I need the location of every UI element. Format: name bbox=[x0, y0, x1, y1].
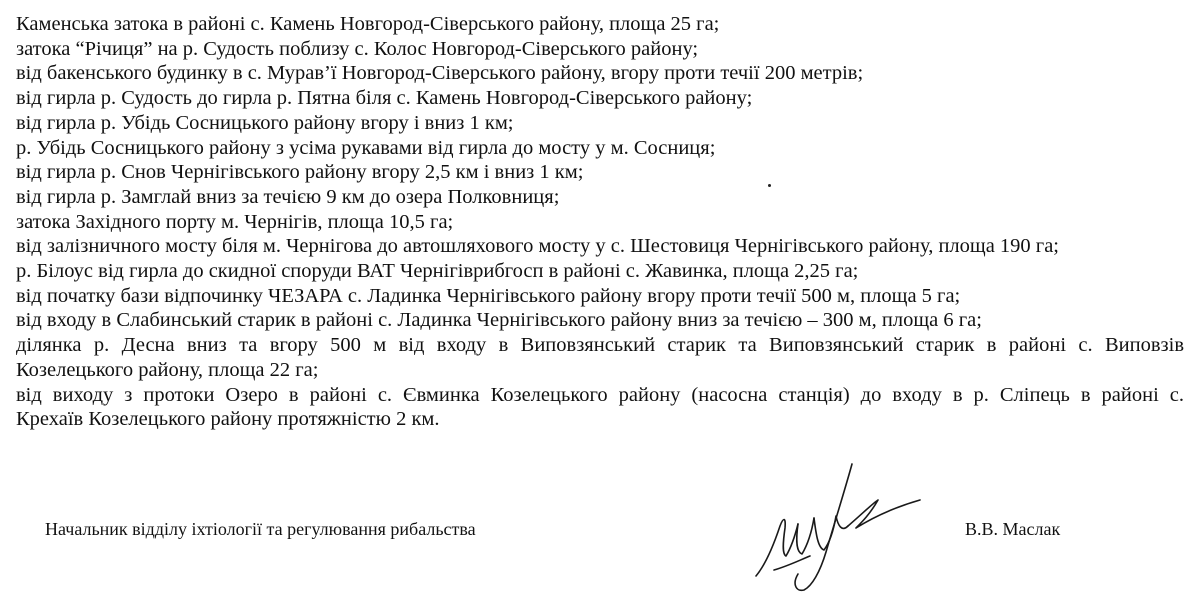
list-item-continuation: Крехаїв Козелецького району протяжністю 2 км. bbox=[16, 408, 440, 431]
list-item: від гирла р. Замглай вниз за течією 9 км до озера Полковниця; bbox=[16, 185, 560, 208]
list-item: р. Убідь Сосницького району з усіма рукавами від гирла до мосту у м. Сосниця; bbox=[16, 136, 716, 159]
list-item: від гирла р. Убідь Сосницького району вгору і вниз 1 км; bbox=[16, 111, 514, 134]
document-body bbox=[16, 12, 1184, 432]
list-item: ділянка р. Десна вниз та вгору 500 м від входу в Виповзянський старик та Виповзянський старик в районі с. Виповзів bbox=[16, 334, 1184, 357]
scan-speck bbox=[768, 184, 771, 187]
signatory-title: Начальник відділу іхтіології та регулювання рибальства bbox=[45, 519, 476, 539]
list-item: р. Білоус від гирла до скидної споруди ВАТ Чернігіврибгосп в районі с. Жавинка, площа 2,25 га; bbox=[16, 260, 859, 283]
list-item: від гирла р. Снов Чернігівського району вгору 2,5 км і вниз 1 км; bbox=[16, 161, 584, 184]
list-item: від бакенського будинку в с. Мурав’ї Новгород-Сіверського району, вгору проти течії 200 метрів; bbox=[16, 62, 864, 85]
signatory-name: В.В. Маслак bbox=[965, 519, 1061, 539]
list-item: від виходу з протоки Озеро в районі с. Євминка Козелецького району (насосна станція) до входу в р. Сліпець в районі с. bbox=[16, 383, 1184, 406]
list-item-continuation: Козелецького району, площа 22 га; bbox=[16, 358, 319, 381]
list-item: Каменська затока в районі с. Камень Новгород-Сіверського району, площа 25 га; bbox=[16, 13, 720, 35]
list-item: від початку бази відпочинку ЧЕЗАРА с. Ладинка Чернігівського району вгору проти течії 500 м, площа 5 га; bbox=[16, 284, 961, 307]
list-item: від залізничного мосту біля м. Чернігова до автошляхового мосту у с. Шестовиця Чернігівського району, площа 190 га; bbox=[16, 235, 1059, 258]
list-item: від входу в Слабинський старик в районі с. Ладинка Чернігівського району вниз за течією – 300 м, площа 6 га; bbox=[16, 309, 982, 332]
list-item: затока “Річиця” на р. Судость поблизу с. Колос Новгород-Сіверського району; bbox=[16, 37, 699, 60]
handwritten-signature bbox=[752, 456, 927, 596]
list-item: затока Західного порту м. Чернігів, площа 10,5 га; bbox=[16, 210, 454, 233]
list-item: від гирла р. Судость до гирла р. Пятна біля с. Камень Новгород-Сіверського району; bbox=[16, 87, 753, 110]
